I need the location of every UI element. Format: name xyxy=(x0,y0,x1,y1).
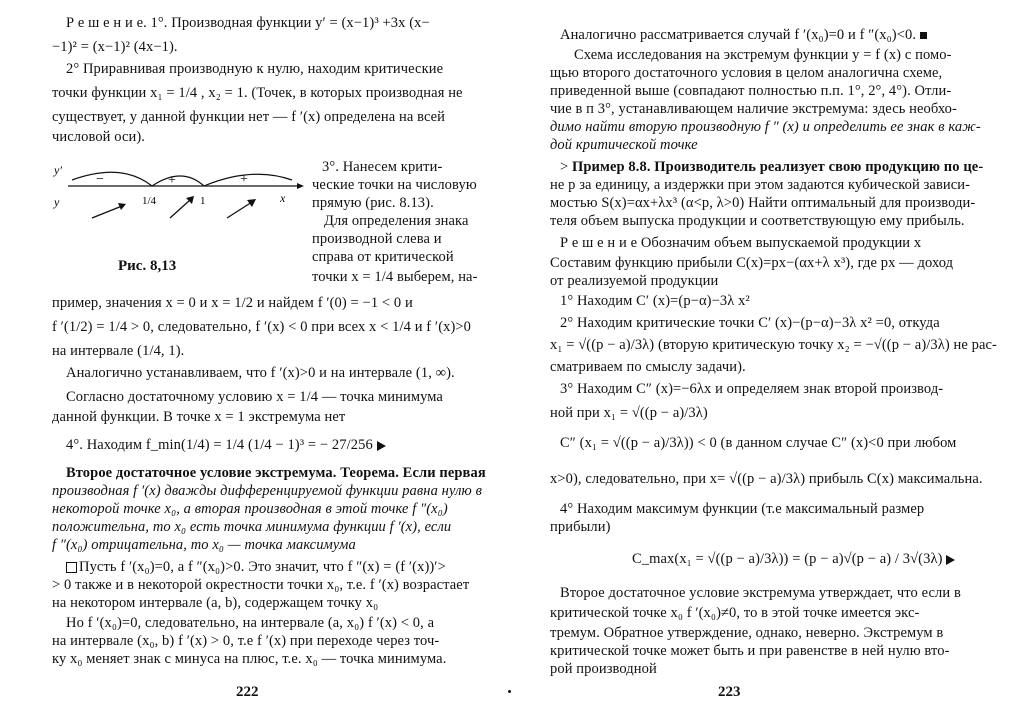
text-line: Составим функцию прибыли C(x)=px−(αx+λ x³), где px — доход xyxy=(550,255,954,271)
text-line: на интервале (1/4, 1). xyxy=(52,343,185,359)
fig-yprime-label: y′ xyxy=(54,163,62,177)
text-line: x>0), следовательно, при x= √((p − a)/3λ) прибыль C(x) максимальна. xyxy=(550,471,983,487)
text-line: положительна, то x₀ есть точка минимума функции f ′(x), если xyxy=(52,519,452,535)
fig-increase-arrow-2 xyxy=(227,202,252,218)
text-line: дой критической точке xyxy=(550,137,698,153)
text-line: тремум. Обратное утверждение, однако, неверно. Экстремум в xyxy=(550,625,944,641)
text-line: приведенной выше (совпадают полностью п.п. 1°, 2°, 4°). Отли- xyxy=(550,83,952,99)
cmax-formula-line xyxy=(632,550,955,568)
text-line: f ″(x₀) отрицательна, то x₀ — точка максимума xyxy=(52,537,356,553)
text-line: Аналогично устанавливаем, что f ′(x)>0 и на интервале (1, ∞). xyxy=(66,365,455,381)
fig-x-label: x xyxy=(280,191,286,205)
text-line: Второе достаточное условие экстремума утверждает, что если в xyxy=(560,585,961,601)
text-line: теля объем выпуска продукции и соответствующую ему прибыль. xyxy=(550,213,965,229)
proof-start-icon xyxy=(66,562,77,573)
text-line: сматриваем по смыслу задачи). xyxy=(550,359,746,375)
text-line: −1)² = (x−1)² (4x−1). xyxy=(52,39,178,55)
text-line: Р е ш е н и е. 1°. Производная функции y′ = (x−1)³ +3x (x− xyxy=(66,15,430,31)
text-line: критической точке может быть и при равенстве в ней нулю вто- xyxy=(550,643,950,659)
text-line: f ′(1/2) = 1/4 > 0, следовательно, f ′(x) < 0 при всех x < 1/4 и f ′(x)>0 xyxy=(52,319,472,335)
text-line: 1° Находим C′ (x)=(p−α)−3λ x² xyxy=(560,293,750,309)
text-line: димо найти вторую производную f ″ (x) и определить ее знак в каж- xyxy=(550,119,981,135)
theorem-heading: Второе достаточное условие экстремума. Теорема. Если первая xyxy=(66,465,486,481)
text-line: данной функции. В точке x = 1 экстремума нет xyxy=(52,409,346,425)
text-line: точки функции x₁ = 1/4 , x₂ = 1. (Точек, в которых производная не xyxy=(52,85,463,101)
figure-caption: Рис. 8,13 xyxy=(118,258,177,274)
text-line: C″ (x₁ = √((p − a)/3λ)) < 0 (в данном случае C″ (x)<0 при любом xyxy=(560,435,957,451)
fig-decrease-arrow-1 xyxy=(92,206,122,218)
text-line: справа от критической xyxy=(312,249,454,265)
text-line: существует, у данной функции нет — f ′(x) определена на всей xyxy=(52,109,446,125)
text-line: производная f ′(x) дважды дифференцируемой функции равна нулю в xyxy=(52,483,482,499)
text-line: Для определения знака xyxy=(324,213,469,229)
fig-sign-1: − xyxy=(96,172,104,187)
scan-dot xyxy=(508,690,511,693)
text-line xyxy=(66,436,386,454)
text-line: производной слева и xyxy=(312,231,442,247)
cmax-formula: C_max(x₁ = √((p − a)/3λ)) = (p − a)√(p − a) / 3√(3λ) xyxy=(632,551,943,567)
fig-arc-2 xyxy=(152,176,204,186)
text-line: некоторой точке x₀, а вторая производная в этой точке f ″(x₀) xyxy=(52,501,448,517)
fig-y-label: y xyxy=(54,195,60,209)
text-line: не p за единицу, а издержки при этом задаются кубической зависи- xyxy=(550,177,971,193)
text-line: > 0 также и в некоторой окрестности точки x₀, т.е. f ′(x) возрастает xyxy=(52,577,470,593)
right-page xyxy=(512,0,1024,724)
text-line: 4° Находим максимум функции (т.е максимальный размер xyxy=(560,501,925,517)
text-line: критической точке x₀ f ′(x₀)≠0, то в этой точке имеется экс- xyxy=(550,605,920,621)
fig-tick-2: 1 xyxy=(200,195,206,207)
text-line: 2° Приравнивая производную к нулю, находим критические xyxy=(66,61,444,77)
fig-sign-3: + xyxy=(240,172,248,187)
text-line: чие в п 3°, устанавливающем наличие экстремума: здесь необхо- xyxy=(550,101,957,117)
text-line: ку x₀ меняет знак с минуса на плюс, т.е. x₀ — точка минимума. xyxy=(52,651,447,667)
end-of-proof-icon xyxy=(920,32,927,39)
text-line: на интервале (x₀, b) f ′(x) > 0, т.е f ′(x) при переходе через точ- xyxy=(52,633,440,649)
text-line: щью второго достаточного условия в целом аналогична схеме, xyxy=(550,65,943,81)
text-line: Р е ш е н и е Обозначим объем выпускаемой продукции x xyxy=(560,235,922,251)
fig-increase-arrow xyxy=(170,200,190,218)
text-line: пример, значения x = 0 и x = 1/2 и найдем f ′(0) = −1 < 0 и xyxy=(52,295,413,311)
text-line: 2° Находим критические точки C′ (x)−(p−α)−3λ x² =0, откуда xyxy=(560,315,940,331)
page-number-left: 222 xyxy=(236,684,259,700)
end-of-example-icon xyxy=(377,441,386,451)
text-line: ческие точки на числовую xyxy=(312,177,477,193)
text-line: Но f ′(x₀)=0, следовательно, на интервале (a, x₀) f ′(x) < 0, а xyxy=(66,615,435,631)
text-line: x₁ = √((p − a)/3λ) (вторую критическую точку x₂ = −√((p − a)/3λ) не рас- xyxy=(550,337,997,353)
text-line: Аналогично рассматривается случай f ′(x₀)=0 и f ″(x₀)<0. xyxy=(560,26,927,44)
text-line: прямую (рис. 8.13). xyxy=(312,195,434,211)
text-line: Схема исследования на экстремум функции y = f (x) с помо- xyxy=(574,47,952,63)
text-line: рой производной xyxy=(550,661,657,677)
example-heading: > Пример 8.8. Производитель реализует свою продукцию по це- xyxy=(560,159,984,175)
fmin-formula: 4°. Находим f_min(1/4) = 1/4 (1/4 − 1)³ = − 27/256 xyxy=(66,437,373,453)
page-number-right: 223 xyxy=(718,684,741,700)
fig-arc-1 xyxy=(72,172,152,186)
text-line: Согласно достаточному условию x = 1/4 — точка минимума xyxy=(66,389,443,405)
text-line: прибыли) xyxy=(550,519,611,535)
text-line: 3°. Нанесем крити- xyxy=(322,159,443,175)
text-line: ной при x₁ = √((p − a)/3λ) xyxy=(550,405,708,421)
example-marker-icon: > xyxy=(560,159,569,175)
fig-sign-2: + xyxy=(168,173,176,188)
fig-arc-3 xyxy=(204,174,292,186)
fig-tick-1: 1/4 xyxy=(142,195,157,207)
text-line: 3° Находим C″ (x)=−6λx и определяем знак второй производ- xyxy=(560,381,944,397)
end-of-example-icon xyxy=(946,555,955,565)
text-line: точки x = 1/4 выберем, на- xyxy=(312,269,478,285)
text-line: на некотором интервале (a, b), содержащем точку x₀ xyxy=(52,595,379,611)
text-line: мостью S(x)=αx+λx³ (α<p, λ>0) Найти оптимальный для производи- xyxy=(550,195,976,211)
sign-chart-svg xyxy=(52,156,314,256)
fig-axis-arrow xyxy=(297,183,304,189)
figure-sign-chart xyxy=(52,156,314,256)
text-line: от реализуемой продукции xyxy=(550,273,719,289)
text-line: Пусть f ′(x₀)=0, а f ″(x₀)>0. Это значит, что f ″(x) = (f ′(x))′> xyxy=(66,558,446,576)
text-line: числовой оси). xyxy=(52,129,146,145)
